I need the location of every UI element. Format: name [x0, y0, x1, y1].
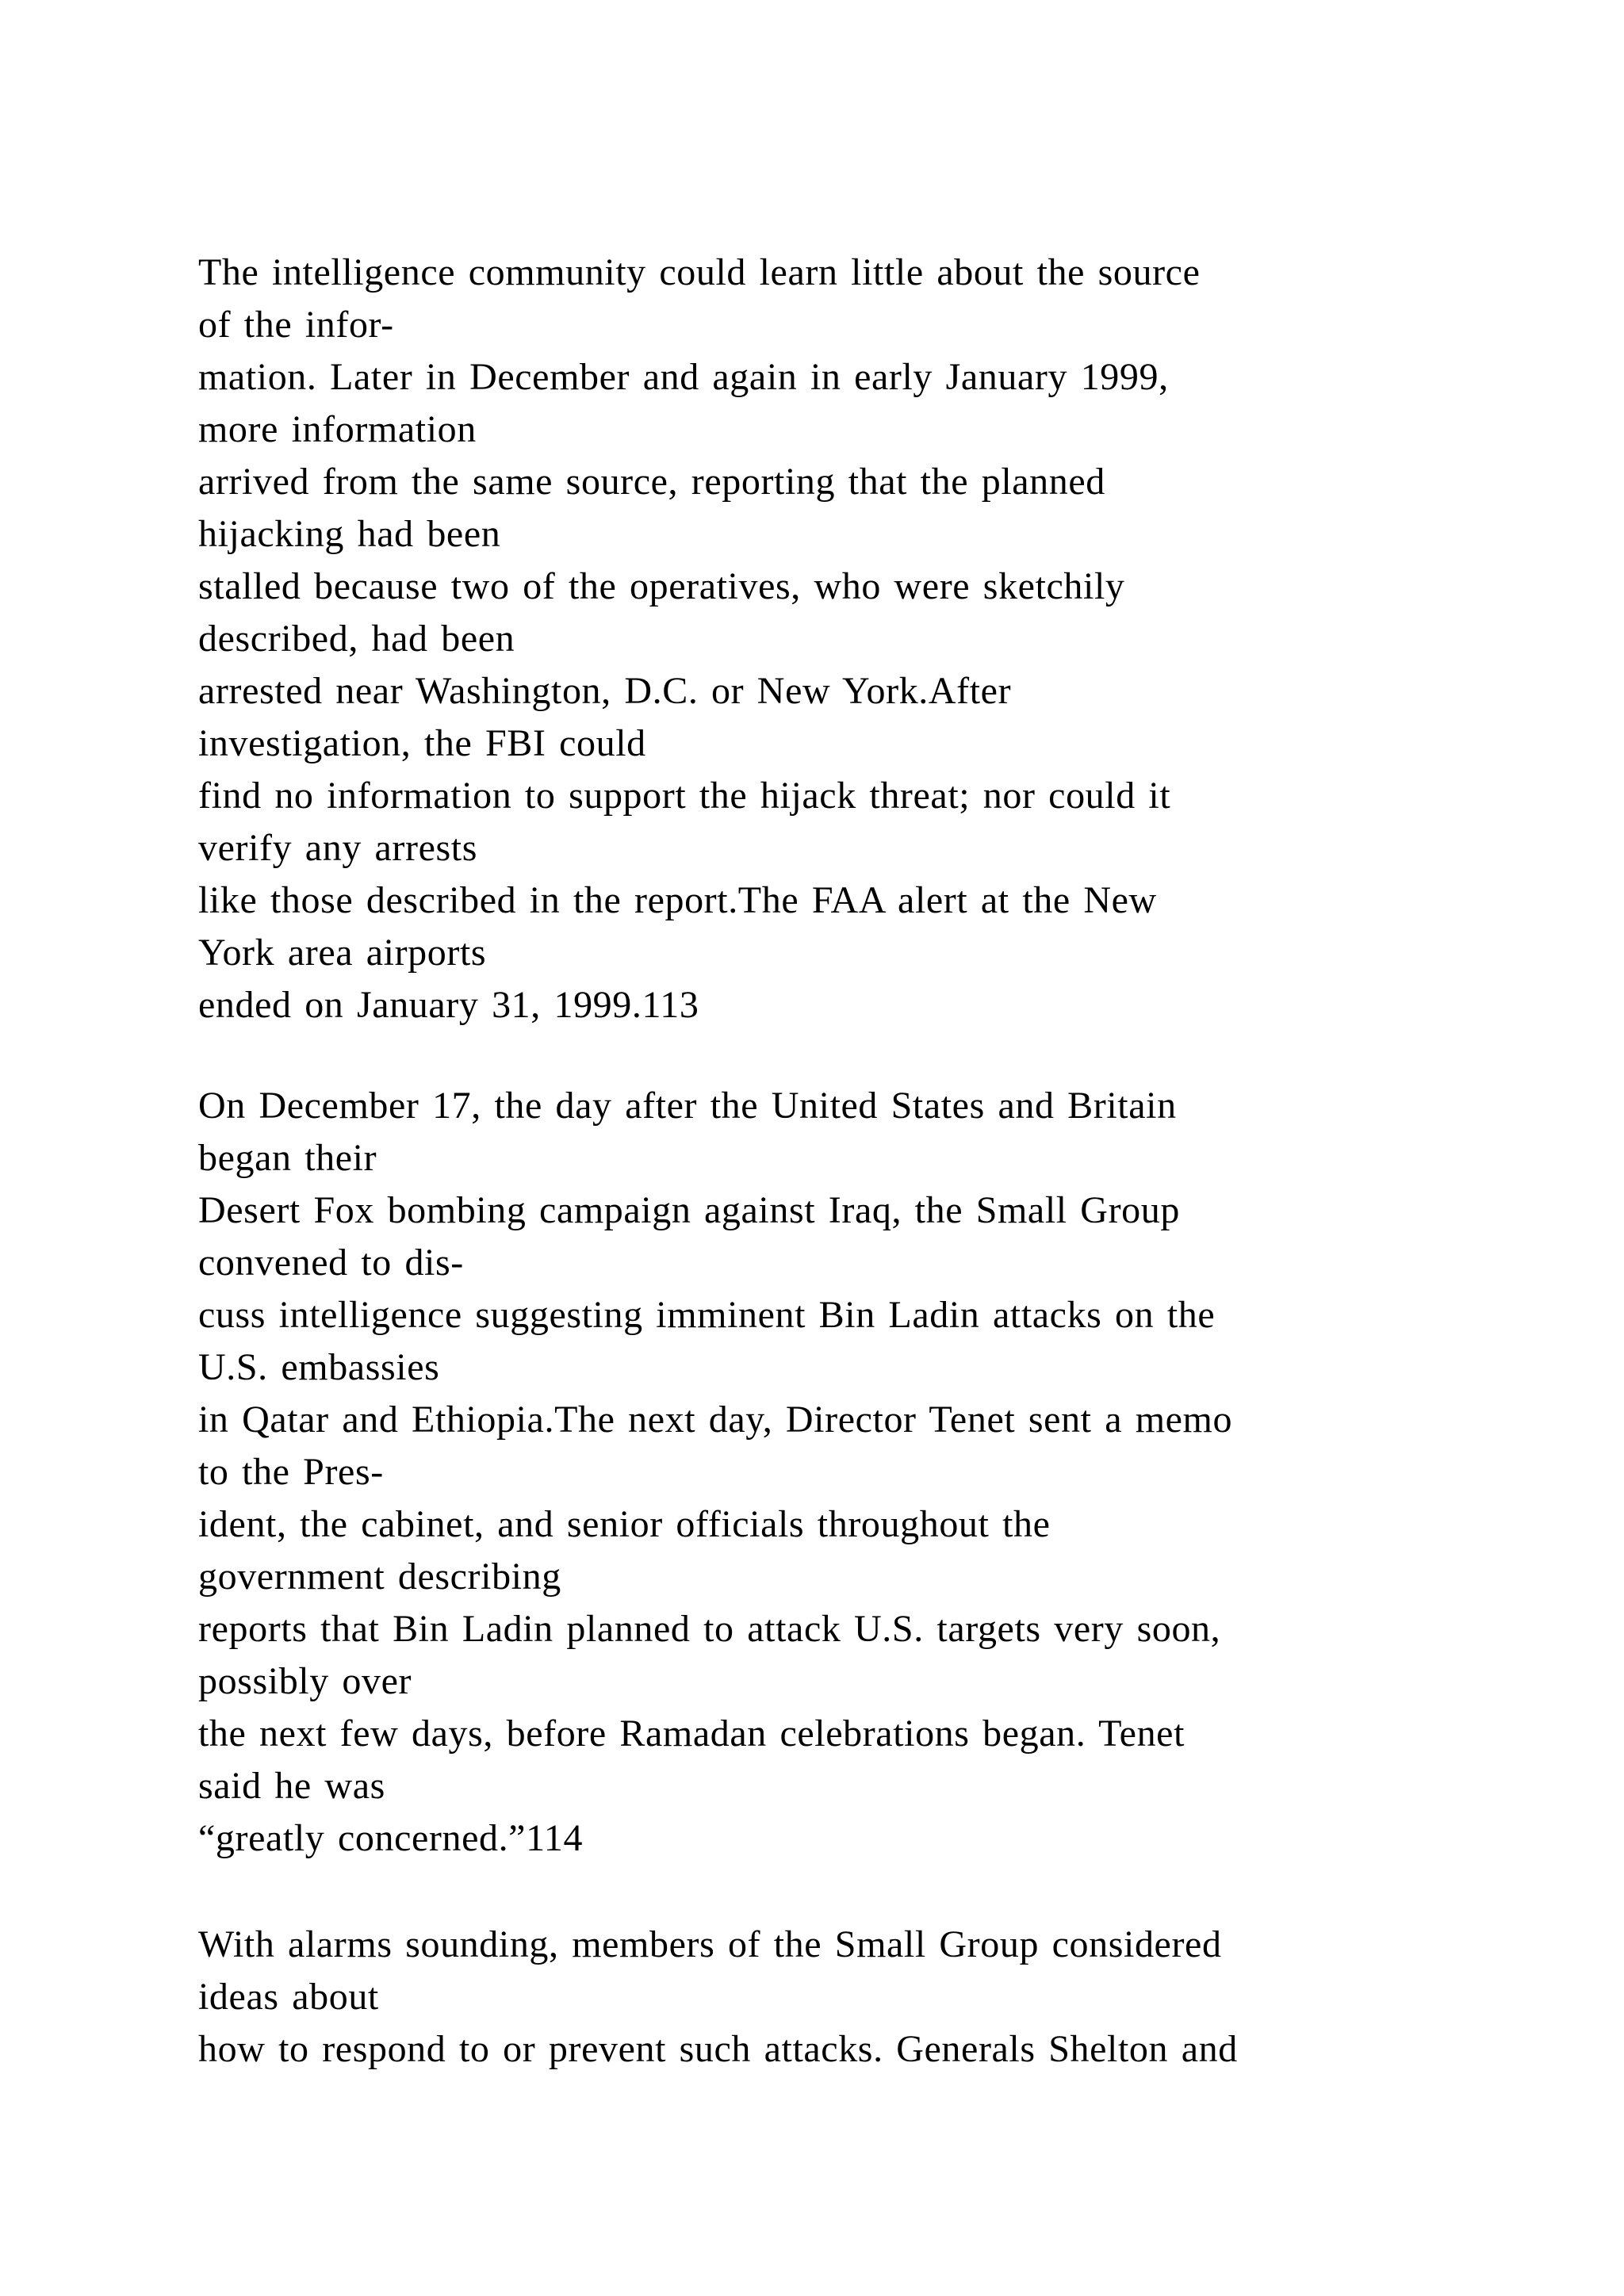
paragraph-desert-fox — [198, 1080, 1515, 1865]
text-line: possibly over — [198, 1660, 412, 1702]
text-line: “greatly concerned.”114 — [198, 1817, 584, 1859]
text-line: said he was — [198, 1765, 385, 1807]
text-line: the next few days, before Ramadan celebrations began. Tenet — [198, 1712, 1185, 1755]
text-line: On December 17, the day after the United States and Britain — [198, 1085, 1177, 1127]
text-line: convened to dis- — [198, 1242, 464, 1284]
text-line: ended on January 31, 1999.113 — [198, 984, 699, 1026]
text-line: reports that Bin Ladin planned to attack U.S. targets very soon, — [198, 1608, 1221, 1650]
text-line: With alarms sounding, members of the Small Group considered — [198, 1923, 1222, 1965]
text-line: government describing — [198, 1556, 561, 1598]
text-line: stalled because two of the operatives, who were sketchily — [198, 565, 1125, 607]
text-line: hijacking had been — [198, 513, 501, 555]
text-line: ident, the cabinet, and senior officials throughout the — [198, 1503, 1051, 1545]
paragraph-hijack-threat — [198, 247, 1515, 1031]
text-line: find no information to support the hijack threat; nor could it — [198, 775, 1171, 817]
text-line: verify any arrests — [198, 827, 477, 869]
text-line: how to respond to or prevent such attacks. Generals Shelton and — [198, 2028, 1238, 2070]
text-line: like those described in the report.The FAA alert at the New — [198, 879, 1157, 921]
text-line: ideas about — [198, 1976, 379, 2018]
text-line: U.S. embassies — [198, 1346, 440, 1388]
text-line: arrested near Washington, D.C. or New York.After — [198, 670, 1012, 712]
text-line: in Qatar and Ethiopia.The next day, Director Tenet sent a memo — [198, 1399, 1233, 1441]
text-line: The intelligence community could learn little about the source — [198, 251, 1201, 293]
text-line: arrived from the same source, reporting that the planned — [198, 461, 1105, 503]
text-line: of the infor- — [198, 304, 394, 346]
text-line: began their — [198, 1137, 377, 1179]
text-line: cuss intelligence suggesting imminent Bin Ladin attacks on the — [198, 1294, 1216, 1336]
text-line: Desert Fox bombing campaign against Iraq, the Small Group — [198, 1189, 1180, 1231]
paragraph-small-group-response — [198, 1919, 1515, 2076]
text-line: described, had been — [198, 618, 515, 660]
text-line: investigation, the FBI could — [198, 722, 646, 764]
text-line: York area airports — [198, 932, 487, 974]
text-line: mation. Later in December and again in early January 1999, — [198, 356, 1169, 398]
text-line: more information — [198, 408, 477, 450]
text-line: to the Pres- — [198, 1451, 384, 1493]
